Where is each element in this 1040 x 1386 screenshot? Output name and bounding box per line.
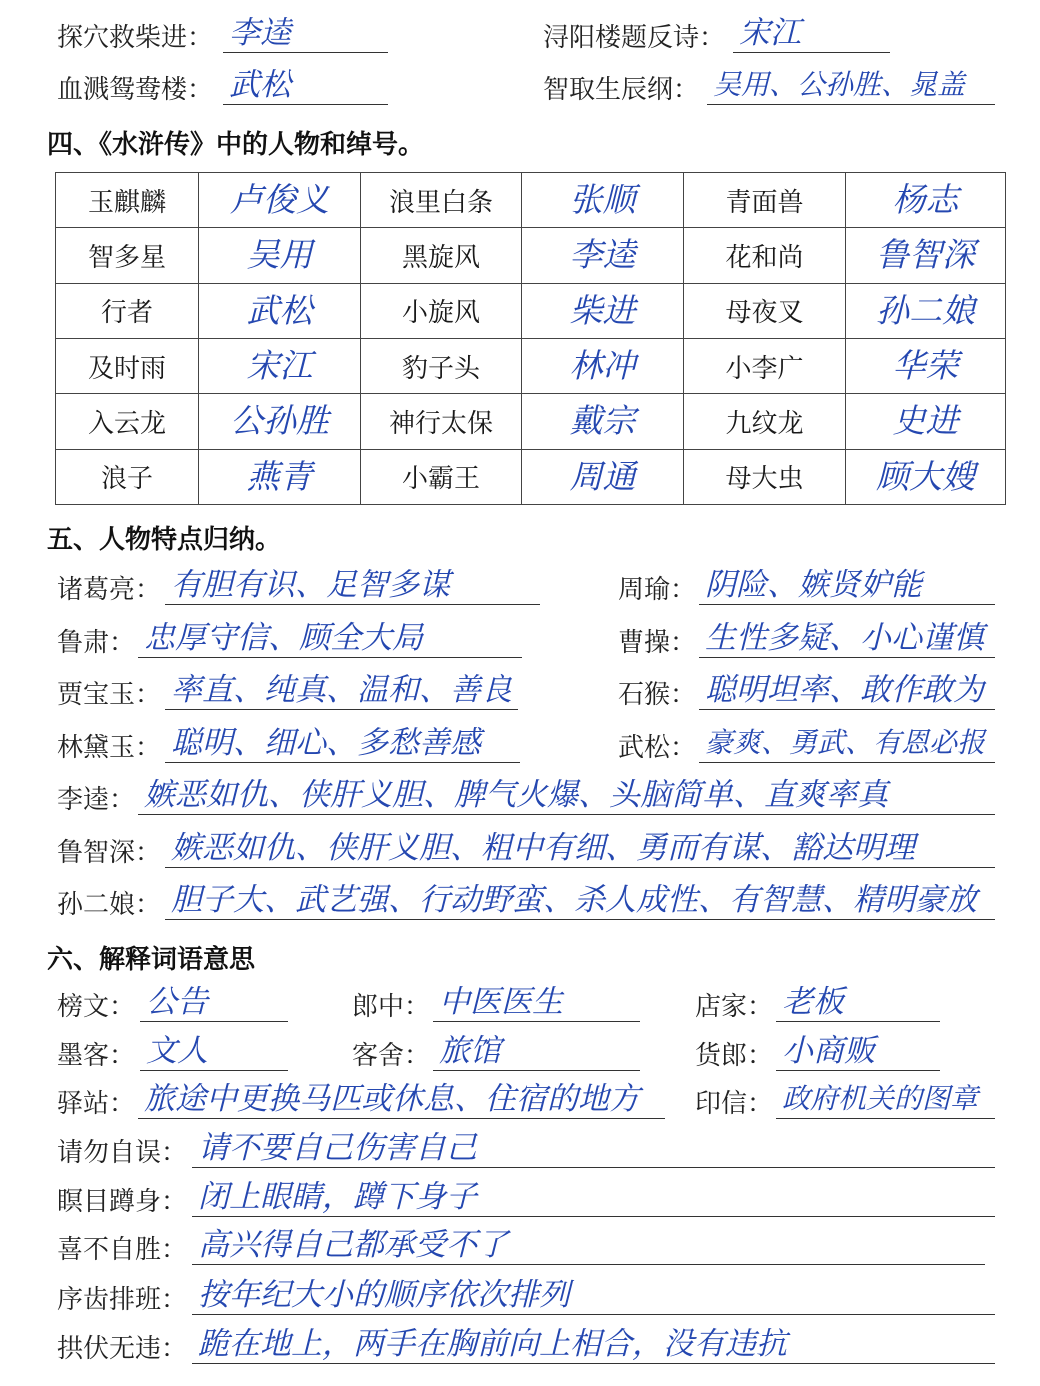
nickname-cell: 小旋风: [361, 283, 522, 338]
section-6-heading: 六、解释词语意思: [47, 944, 256, 974]
event-item: [57, 65, 291, 105]
word-label: 店家：: [695, 992, 774, 1021]
handwritten-answer: 宋江: [246, 346, 313, 386]
answer-line: [165, 670, 518, 710]
name-cell: [199, 338, 361, 393]
handwritten-answer: 政府机关的图章: [782, 1082, 979, 1115]
name-cell: [522, 173, 684, 228]
character-label: 诸葛亮：: [57, 575, 162, 604]
handwritten-answer: 文人: [146, 1033, 208, 1069]
handwritten-answer: 有胆有识、足智多谋: [171, 567, 450, 603]
handwritten-answer: 中医医生: [439, 984, 563, 1020]
word-label: 榜文：: [57, 992, 136, 1021]
name-cell: [199, 283, 361, 338]
handwritten-answer: 华荣: [892, 346, 959, 386]
name-cell: [522, 338, 684, 393]
nickname-cell: 玉麒麟: [56, 173, 199, 228]
table-row: [56, 338, 1006, 393]
word-item: [57, 1128, 477, 1168]
nickname-cell: 九纹龙: [684, 394, 846, 449]
handwritten-answer: 旅途中更换马匹或休息、住宿的地方: [144, 1081, 640, 1117]
handwritten-answer: 聪明坦率、敢作敢为: [705, 672, 984, 708]
name-cell: [199, 394, 361, 449]
word-label: 拱伏无违：: [57, 1334, 188, 1363]
answer-line: [699, 670, 995, 710]
character-label: 贾宝玉：: [57, 680, 162, 709]
handwritten-answer: 公告: [146, 984, 208, 1020]
name-cell: [522, 394, 684, 449]
handwritten-answer: 旅馆: [439, 1033, 501, 1069]
word-label: 墨客：: [57, 1041, 136, 1070]
answer-line: [138, 618, 522, 658]
handwritten-answer: 卢俊义: [230, 180, 329, 220]
word-label: 印信：: [695, 1089, 774, 1118]
answer-line: [165, 723, 520, 763]
section-5-heading: 五、人物特点归纳。: [47, 524, 282, 554]
handwritten-answer: 按年纪大小的顺序依次排列: [198, 1277, 570, 1313]
nickname-cell: 青面兽: [684, 173, 846, 228]
handwritten-answer: 豪爽、勇武、有恩必报: [705, 726, 986, 759]
word-label: 请勿自误：: [57, 1138, 188, 1167]
answer-line: [223, 65, 388, 105]
trait-item: [57, 670, 512, 710]
answer-line: [192, 1225, 985, 1265]
word-item: [57, 982, 208, 1022]
name-cell: [199, 228, 361, 283]
nickname-cell: 智多星: [56, 228, 199, 283]
trait-item: [618, 723, 986, 763]
nickname-cell: 母大虫: [684, 449, 846, 504]
trait-item: [618, 670, 984, 710]
trait-item: [618, 618, 984, 658]
handwritten-answer: 闭上眼睛，蹲下身子: [198, 1179, 477, 1215]
character-label: 李逵：: [57, 785, 136, 814]
handwritten-answer: 老板: [782, 984, 844, 1020]
question-label: 探穴救柴进：: [57, 23, 214, 52]
trait-item: [618, 565, 922, 605]
handwritten-answer: 高兴得自己都承受不了: [198, 1227, 508, 1263]
word-item: [352, 1031, 501, 1071]
name-cell: [846, 338, 1006, 393]
answer-line: [140, 982, 288, 1022]
word-item: [352, 982, 563, 1022]
answer-line: [707, 65, 995, 105]
answer-line: [733, 13, 890, 53]
nickname-cell: 豹子头: [361, 338, 522, 393]
character-label: 林黛玉：: [57, 733, 162, 762]
character-label: 周瑜：: [618, 575, 697, 604]
handwritten-answer: 请不要自己伤害自己: [198, 1130, 477, 1166]
handwritten-answer: 忠厚守信、顾全大局: [144, 620, 423, 656]
word-label: 序齿排班：: [57, 1285, 188, 1314]
name-cell: [846, 283, 1006, 338]
table-row: [56, 394, 1006, 449]
nickname-cell: 神行太保: [361, 394, 522, 449]
answer-line: [776, 1079, 995, 1119]
handwritten-answer: 鲁智深: [876, 235, 975, 275]
answer-line: [699, 618, 995, 658]
answer-line: [699, 723, 995, 763]
trait-item: [57, 775, 888, 815]
name-cell: [846, 228, 1006, 283]
handwritten-answer: 阴险、嫉贤妒能: [705, 567, 922, 603]
name-cell: [199, 449, 361, 504]
handwritten-answer: 顾大嫂: [876, 456, 975, 496]
answer-line: [433, 1031, 640, 1071]
answer-line: [192, 1324, 995, 1364]
answer-line: [776, 982, 940, 1022]
handwritten-answer: 生性多疑、小心谨慎: [705, 620, 984, 656]
character-label: 曹操：: [618, 628, 697, 657]
handwritten-answer: 聪明、细心、多愁善感: [171, 725, 481, 761]
handwritten-answer: 史进: [892, 401, 959, 441]
character-label: 鲁肃：: [57, 628, 136, 657]
question-label: 智取生辰纲：: [543, 75, 700, 104]
answer-line: [192, 1177, 995, 1217]
event-item: [543, 65, 966, 105]
section-4-heading: 四、《水浒传》中的人物和绰号。: [47, 129, 425, 159]
question-label: 血溅鸳鸯楼：: [57, 75, 214, 104]
table-row: [56, 173, 1006, 228]
nickname-cell: 浪子: [56, 449, 199, 504]
answer-line: [165, 565, 540, 605]
answer-line: [165, 880, 995, 920]
table-row: [56, 283, 1006, 338]
answer-line: [138, 775, 995, 815]
handwritten-answer: 杨志: [892, 180, 959, 220]
handwritten-answer: 宋江: [739, 15, 801, 51]
name-cell: [846, 449, 1006, 504]
trait-item: [57, 880, 977, 920]
character-label: 孙二娘：: [57, 890, 162, 919]
character-label: 鲁智深：: [57, 838, 162, 867]
trait-item: [57, 565, 450, 605]
answer-line: [699, 565, 995, 605]
answer-line: [165, 828, 995, 868]
handwritten-answer: 嫉恶如仇、侠肝义胆、脾气火爆、头脑简单、直爽率真: [144, 777, 888, 813]
word-item: [57, 1031, 208, 1071]
handwritten-answer: 武松: [246, 290, 313, 330]
name-cell: [846, 394, 1006, 449]
handwritten-answer: 跪在地上，两手在胸前向上相合，没有违抗: [198, 1326, 787, 1362]
word-item: [695, 1031, 875, 1071]
word-label: 货郎：: [695, 1041, 774, 1070]
answer-line: [192, 1275, 995, 1315]
word-item: [57, 1324, 787, 1364]
word-item: [57, 1177, 477, 1217]
trait-item: [57, 618, 423, 658]
word-item: [695, 982, 844, 1022]
handwritten-answer: 率直、纯真、温和、善良: [171, 672, 512, 708]
answer-line: [433, 982, 640, 1022]
word-label: 客舍：: [352, 1041, 431, 1070]
handwritten-answer: 林冲: [569, 346, 636, 386]
handwritten-answer: 张顺: [569, 180, 636, 220]
answer-line: [192, 1128, 995, 1168]
nickname-cell: 浪里白条: [361, 173, 522, 228]
handwritten-answer: 燕青: [246, 456, 313, 496]
table-row: [56, 228, 1006, 283]
nickname-cell: 行者: [56, 283, 199, 338]
table-row: [56, 449, 1006, 504]
handwritten-answer: 戴宗: [569, 401, 636, 441]
name-cell: [522, 228, 684, 283]
word-label: 驿站：: [57, 1089, 136, 1118]
answer-line: [138, 1079, 665, 1119]
event-item: [543, 13, 801, 53]
name-cell: [522, 283, 684, 338]
nickname-cell: 小霸王: [361, 449, 522, 504]
answer-line: [223, 13, 388, 53]
trait-item: [57, 723, 481, 763]
nickname-cell: 花和尚: [684, 228, 846, 283]
word-item: [57, 1079, 640, 1119]
character-label: 石猴：: [618, 680, 697, 709]
name-cell: [199, 173, 361, 228]
answer-line: [140, 1031, 288, 1071]
question-label: 浔阳楼题反诗：: [543, 23, 726, 52]
handwritten-answer: 武松: [229, 67, 291, 103]
nickname-cell: 黑旋风: [361, 228, 522, 283]
nickname-table: [55, 172, 1006, 505]
handwritten-answer: 小商贩: [782, 1033, 875, 1069]
handwritten-answer: 嫉恶如仇、侠肝义胆、粗中有细、勇而有谋、豁达明理: [171, 830, 915, 866]
handwritten-answer: 孙二娘: [876, 290, 975, 330]
event-item: [57, 13, 291, 53]
word-item: [57, 1275, 570, 1315]
character-label: 武松：: [618, 733, 697, 762]
handwritten-answer: 李逵: [569, 235, 636, 275]
handwritten-answer: 吴用、公孙胜、晁盖: [713, 68, 966, 101]
handwritten-answer: 胆子大、武艺强、行动野蛮、杀人成性、有智慧、精明豪放: [171, 882, 977, 918]
trait-item: [57, 828, 915, 868]
name-cell: [522, 449, 684, 504]
nickname-cell: 及时雨: [56, 338, 199, 393]
nickname-cell: 小李广: [684, 338, 846, 393]
name-cell: [846, 173, 1006, 228]
handwritten-answer: 吴用: [246, 235, 313, 275]
word-item: [57, 1225, 508, 1265]
handwritten-answer: 公孙胜: [230, 401, 329, 441]
nickname-cell: 入云龙: [56, 394, 199, 449]
handwritten-answer: 李逵: [229, 15, 291, 51]
nickname-cell: 母夜叉: [684, 283, 846, 338]
answer-line: [776, 1031, 940, 1071]
word-label: 瞑目蹲身：: [57, 1187, 188, 1216]
word-item: [695, 1079, 979, 1119]
handwritten-answer: 柴进: [569, 290, 636, 330]
word-label: 郎中：: [352, 992, 431, 1021]
word-label: 喜不自胜：: [57, 1235, 188, 1264]
handwritten-answer: 周通: [569, 456, 636, 496]
